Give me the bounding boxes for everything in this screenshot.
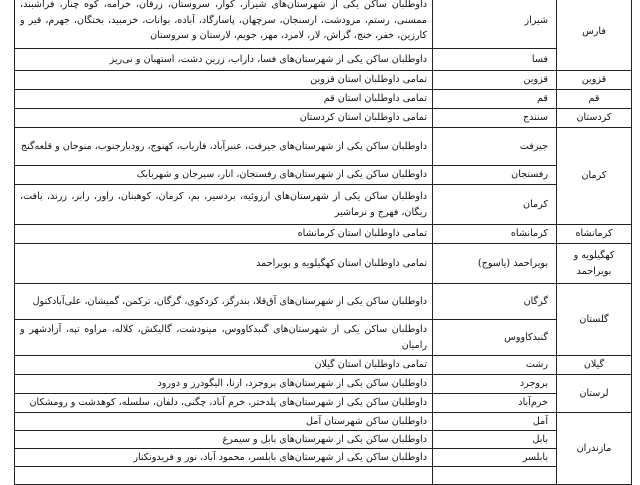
table-row <box>15 431 632 449</box>
eligibility-description-cell: داوطلبان ساکن یکی از شهرستان‌های رفسنجان، انار، سیرجان و شهربابک <box>15 166 433 185</box>
eligibility-description-cell: داوطلبان ساکن یکی از شهرستان‌های ارزوئیه، بردسیر، بم، کرمان، کوهبنان، راور، رابر، زرند، بافت، ریگان، فهرج و نرماشیر <box>15 185 433 225</box>
eligibility-description-cell: تمامی داوطلبان استان گیلان <box>15 356 433 375</box>
city-cell: رفسنجان <box>433 166 557 185</box>
city-cell: بابل <box>433 431 557 449</box>
eligibility-description-cell: داوطلبان ساکن یکی از شهرستان‌های آق‌قلا، بندرگز، کردکوی، گرگان، ترکمن، گمیشان، علی‌آبادکتول <box>15 284 433 320</box>
table-row <box>15 356 632 375</box>
table-row <box>15 109 632 128</box>
city-cell: شیراز <box>433 0 557 49</box>
table-row <box>15 0 632 49</box>
table-row <box>15 467 632 485</box>
province-cell: کرمان <box>557 128 632 225</box>
table-row <box>15 90 632 109</box>
city-cell: جیرفت <box>433 128 557 166</box>
province-cell: گیلان <box>557 356 632 375</box>
province-cell: لرستان <box>557 375 632 413</box>
table-row <box>15 244 632 284</box>
eligibility-description-cell: داوطلبان ساکن یکی از شهرستان‌های جیرفت، عنبرآباد، فاریاب، کهنوج، رودبارجنوب، منوجان و قلعه‌گنج <box>15 128 433 166</box>
city-cell: بویراحمد (یاسوج) <box>433 244 557 284</box>
province-cell: کرمانشاه <box>557 225 632 244</box>
city-cell: آمل <box>433 413 557 431</box>
table-row <box>15 320 632 356</box>
table-row <box>15 394 632 413</box>
eligibility-description-cell: تمامی داوطلبان استان کرمانشاه <box>15 225 433 244</box>
city-cell: فسا <box>433 49 557 71</box>
table-row <box>15 284 632 320</box>
eligibility-description-cell: تمامی داوطلبان استان قم <box>15 90 433 109</box>
table-row <box>15 375 632 394</box>
city-cell: رشت <box>433 356 557 375</box>
city-cell: قزوین <box>433 71 557 90</box>
province-cell: کردستان <box>557 109 632 128</box>
city-cell: قم <box>433 90 557 109</box>
table-row <box>15 71 632 90</box>
eligibility-description-cell: داوطلبان ساکن یکی از شهرستان‌های فسا، داراب، زرین دشت، استهبان و نی‌ریز <box>15 49 433 71</box>
eligibility-description-cell: داوطلبان ساکن یکی از شهرستان‌های گنبدکاووس، مینودشت، گالیکش، کلاله، مراوه تپه، آزادشهر و رامیان <box>15 320 433 356</box>
eligibility-description-cell: داوطلبان ساکن یکی از شهرستان‌های بابلسر، محمود آباد، نور و فریدونکنار <box>15 449 433 467</box>
eligibility-description-cell: داوطلبان ساکن شهرستان آمل <box>15 413 433 431</box>
admission-districts-table <box>14 0 632 485</box>
table-row <box>15 185 632 225</box>
eligibility-description-cell: تمامی داوطلبان استان قزوین <box>15 71 433 90</box>
province-cell: قم <box>557 90 632 109</box>
province-cell: کهگیلویه و بویراحمد <box>557 244 632 284</box>
city-cell: سنندج <box>433 109 557 128</box>
city-cell: بروجرد <box>433 375 557 394</box>
city-cell: بابلسر <box>433 449 557 467</box>
table-row <box>15 225 632 244</box>
eligibility-description-cell: داوطلبان ساکن یکی از شهرستان‌های پلدختر، خرم آباد، چگنی، دلفان، سلسله، کوهدشت و رومشکان <box>15 394 433 413</box>
city-cell: کرمانشاه <box>433 225 557 244</box>
table-body <box>15 0 632 485</box>
city-cell: گنبدکاووس <box>433 320 557 356</box>
province-cell: گلستان <box>557 284 632 356</box>
eligibility-description-cell: داوطلبان ساکن یکی از شهرستان‌های بابل و سیمرغ <box>15 431 433 449</box>
table-row <box>15 449 632 467</box>
table-row <box>15 413 632 431</box>
eligibility-description-cell: تمامی داوطلبان استان کردستان <box>15 109 433 128</box>
eligibility-description-cell: تمامی داوطلبان استان کهگیلویه و بویراحمد <box>15 244 433 284</box>
eligibility-description-cell: داوطلبان ساکن یکی از شهرستان‌های شیراز، کوار، سروستان، زرقان، خرامه، کوه چنار، فراشبند، ممسنی، رستم، مرودشت، ارسنجان، سرچهان، پاسارگاد، آباده، بوانات، خرمبید، بختگان، جهرم، قیر و کارزین، خفر، خنج، گراش، لار، لامرد، مهر، جویم، لارستان و سروستان <box>15 0 433 49</box>
city-cell: خرم‌آباد <box>433 394 557 413</box>
city-cell: کرمان <box>433 185 557 225</box>
table-row <box>15 49 632 71</box>
city-cell: گرگان <box>433 284 557 320</box>
table-row <box>15 166 632 185</box>
province-cell: فارس <box>557 0 632 71</box>
city-cell <box>433 467 557 485</box>
table-row <box>15 128 632 166</box>
eligibility-description-cell <box>15 467 433 485</box>
province-cell: قزوین <box>557 71 632 90</box>
eligibility-description-cell: داوطلبان ساکن یکی از شهرستان‌های بروجرد، ازنا، الیگودرز و دورود <box>15 375 433 394</box>
province-cell: مازندران <box>557 413 632 485</box>
